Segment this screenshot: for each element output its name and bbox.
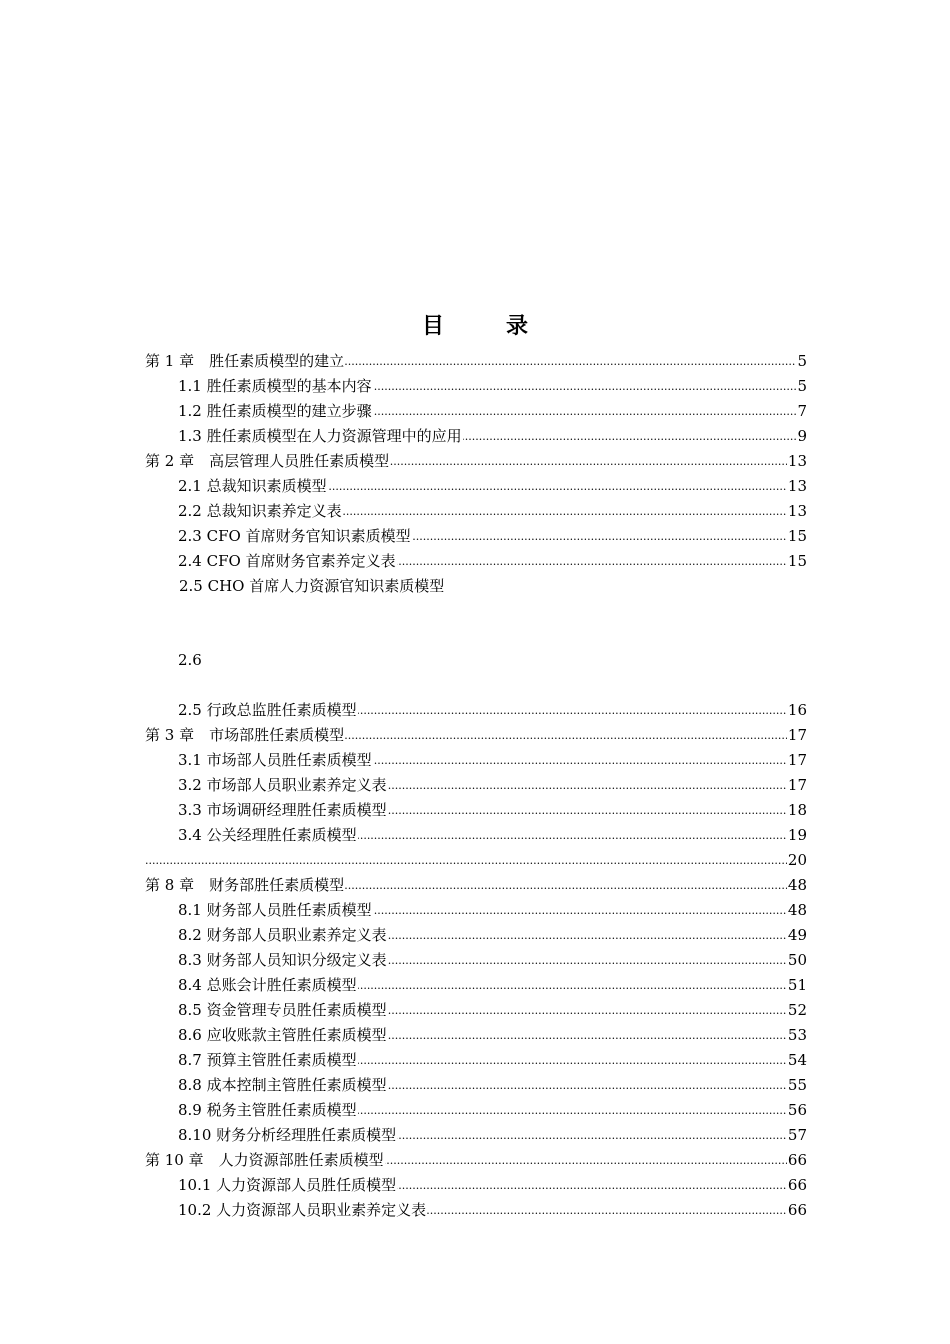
toc-entry-page: 56 xyxy=(787,1098,807,1123)
toc-entry-title: 2.5 行政总监胜任素质模型 xyxy=(178,698,358,723)
toc-entry-title: 8.10 财务分析经理胜任素质模型 xyxy=(178,1123,397,1148)
toc-entry-8-2[interactable] xyxy=(178,923,807,948)
toc-entry-1-1[interactable] xyxy=(178,374,807,399)
toc-entry-2-5-incomplete[interactable]: 2.5 CHO 首席人力资源官知识素质模型 xyxy=(179,577,445,595)
toc-entry-8-5[interactable] xyxy=(178,998,807,1023)
toc-entry-page: 17 xyxy=(787,748,807,773)
toc-entry-title: 第 1 章 胜任素质模型的建立 xyxy=(145,349,345,374)
toc-entry-title: 8.3 财务部人员知识分级定义表 xyxy=(178,948,388,973)
toc-entry-page: 48 xyxy=(787,873,807,898)
page-title: 目 录 xyxy=(421,313,548,339)
toc-entry-page: 13 xyxy=(787,474,807,499)
toc-entry-10-1[interactable] xyxy=(178,1173,807,1198)
toc-entry-page: 55 xyxy=(787,1073,807,1098)
toc-entry-2-2[interactable] xyxy=(178,499,807,524)
toc-entry-8-8[interactable] xyxy=(178,1073,807,1098)
toc-entry-title: 第 2 章 高层管理人员胜任素质模型 xyxy=(145,449,390,474)
toc-entry-page: 66 xyxy=(787,1173,807,1198)
toc-entry-8-7[interactable] xyxy=(178,1048,807,1073)
toc-entry-2-5[interactable] xyxy=(178,698,807,723)
toc-entry-page: 53 xyxy=(787,1023,807,1048)
toc-entry-page: 20 xyxy=(787,848,807,873)
toc-entry-page: 57 xyxy=(787,1123,807,1148)
toc-entry-title: 8.4 总账会计胜任素质模型 xyxy=(178,973,358,998)
toc-entry-3-2[interactable] xyxy=(178,773,807,798)
toc-entry-title: 8.5 资金管理专员胜任素质模型 xyxy=(178,998,388,1023)
toc-entry-title: 8.8 成本控制主管胜任素质模型 xyxy=(178,1073,388,1098)
toc-entry-page: 5 xyxy=(796,374,807,399)
toc-entry-1-3[interactable] xyxy=(178,424,807,449)
toc-entry-page: 13 xyxy=(787,449,807,474)
toc-entry-page: 15 xyxy=(787,549,807,574)
toc-entry-untitled[interactable] xyxy=(145,848,807,873)
toc-entry-chapter-2[interactable] xyxy=(145,449,807,474)
toc-entry-title: 8.1 财务部人员胜任素质模型 xyxy=(178,898,373,923)
toc-entry-page: 5 xyxy=(796,349,807,374)
toc-entry-title: 8.2 财务部人员职业素养定义表 xyxy=(178,923,388,948)
toc-entry-chapter-1[interactable] xyxy=(145,349,807,374)
toc-entry-title: 3.1 市场部人员胜任素质模型 xyxy=(178,748,373,773)
toc-entry-title: 10.1 人力资源部人员胜任质模型 xyxy=(178,1173,397,1198)
toc-entry-8-6[interactable] xyxy=(178,1023,807,1048)
toc-entry-title: 第 10 章 人力资源部胜任素质模型 xyxy=(145,1148,385,1173)
toc-entry-10-2[interactable] xyxy=(178,1198,807,1223)
toc-entry-3-4[interactable] xyxy=(178,823,807,848)
toc-entry-title: 1.3 胜任素质模型在人力资源管理中的应用 xyxy=(178,424,463,449)
toc-entry-chapter-8[interactable] xyxy=(145,873,807,898)
toc-entry-page: 17 xyxy=(787,723,807,748)
toc-entry-chapter-3[interactable] xyxy=(145,723,807,748)
toc-entry-title: 2.3 CFO 首席财务官知识素质模型 xyxy=(178,524,412,549)
toc-entry-3-1[interactable] xyxy=(178,748,807,773)
toc-entry-chapter-10[interactable] xyxy=(145,1148,807,1173)
toc-entry-title: 3.2 市场部人员职业素养定义表 xyxy=(178,773,388,798)
toc-entry-2-6-incomplete[interactable]: 2.6 xyxy=(178,651,202,669)
toc-entry-title: 10.2 人力资源部人员职业素养定义表 xyxy=(178,1198,427,1223)
toc-entry-page: 18 xyxy=(787,798,807,823)
toc-entry-title: 3.4 公关经理胜任素质模型 xyxy=(178,823,358,848)
toc-entry-title: 1.2 胜任素质模型的建立步骤 xyxy=(178,399,373,424)
toc-entry-page: 49 xyxy=(787,923,807,948)
toc-entry-title: 8.6 应收账款主管胜任素质模型 xyxy=(178,1023,388,1048)
toc-entry-page: 7 xyxy=(796,399,807,424)
toc-entry-8-4[interactable] xyxy=(178,973,807,998)
toc-entry-2-1[interactable] xyxy=(178,474,807,499)
toc-entry-title: 第 8 章 财务部胜任素质模型 xyxy=(145,873,345,898)
toc-entry-page: 52 xyxy=(787,998,807,1023)
toc-entry-page: 13 xyxy=(787,499,807,524)
toc-entry-page: 66 xyxy=(787,1198,807,1223)
toc-entry-8-3[interactable] xyxy=(178,948,807,973)
toc-entry-title: 2.2 总裁知识素养定义表 xyxy=(178,499,343,524)
toc-entry-title: 2.4 CFO 首席财务官素养定义表 xyxy=(178,549,397,574)
toc-entry-title: 2.1 总裁知识素质模型 xyxy=(178,474,328,499)
toc-entry-1-2[interactable] xyxy=(178,399,807,424)
toc-entry-page: 16 xyxy=(787,698,807,723)
toc-entry-8-10[interactable] xyxy=(178,1123,807,1148)
toc-entry-page: 51 xyxy=(787,973,807,998)
toc-entry-page: 17 xyxy=(787,773,807,798)
toc-entry-page: 48 xyxy=(787,898,807,923)
toc-entry-2-4[interactable] xyxy=(178,549,807,574)
toc-entry-page: 15 xyxy=(787,524,807,549)
toc-entry-title: 第 3 章 市场部胜任素质模型 xyxy=(145,723,345,748)
toc-entry-title: 1.1 胜任素质模型的基本内容 xyxy=(178,374,373,399)
toc-entry-8-1[interactable] xyxy=(178,898,807,923)
toc-entry-3-3[interactable] xyxy=(178,798,807,823)
toc-entry-8-9[interactable] xyxy=(178,1098,807,1123)
toc-entry-page: 19 xyxy=(787,823,807,848)
toc-entry-page: 54 xyxy=(787,1048,807,1073)
toc-entry-page: 9 xyxy=(796,424,807,449)
toc-entry-title: 8.7 预算主管胜任素质模型 xyxy=(178,1048,358,1073)
toc-entry-title: 8.9 税务主管胜任素质模型 xyxy=(178,1098,358,1123)
toc-entry-2-3[interactable] xyxy=(178,524,807,549)
toc-entry-page: 50 xyxy=(787,948,807,973)
toc-entry-title: 3.3 市场调研经理胜任素质模型 xyxy=(178,798,388,823)
toc-entry-page: 66 xyxy=(787,1148,807,1173)
